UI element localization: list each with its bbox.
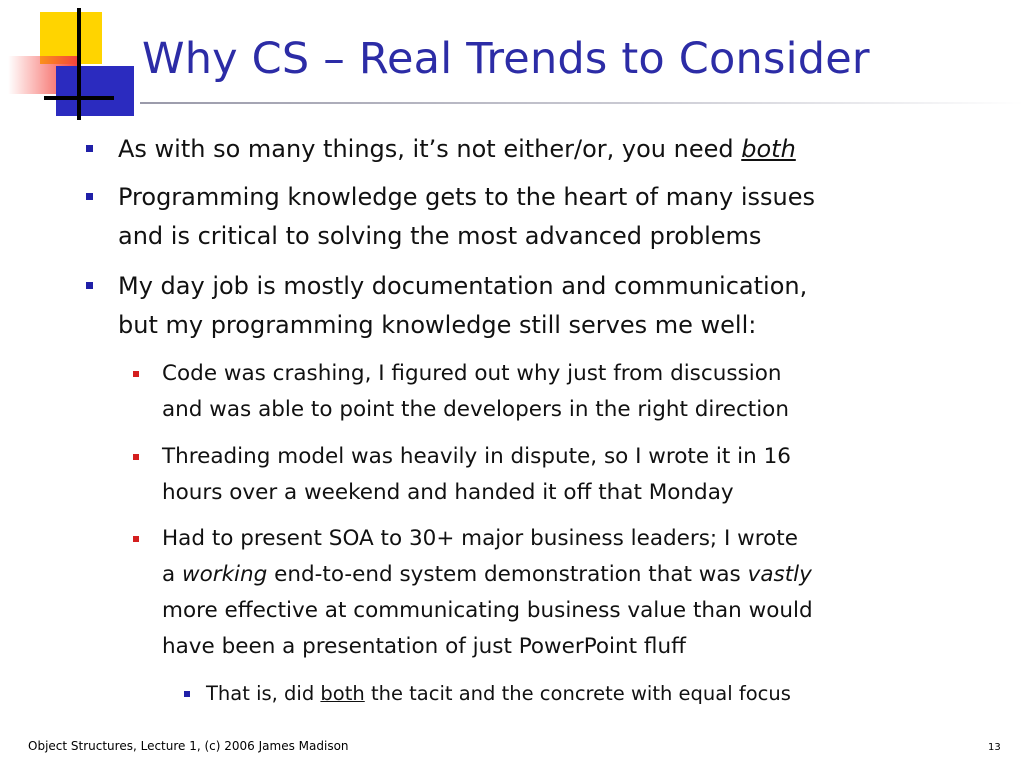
- sub-bullet-square-icon: [133, 454, 139, 460]
- bullet-text-line: and is critical to solving the most advanced problems: [118, 222, 762, 250]
- emphasis-text: both: [741, 135, 796, 163]
- underlined-text: both: [320, 682, 365, 705]
- bullet-item: [118, 267, 807, 345]
- sub-bullet-item: [162, 439, 791, 511]
- emphasis-text: working: [182, 562, 268, 587]
- bullet-text-line: and was able to point the developers in the right direction: [162, 397, 789, 422]
- bullet-text-line: have been a presentation of just PowerPoint fluff: [162, 634, 686, 659]
- bullet-square-icon: [86, 145, 93, 152]
- bullet-text-line: but my programming knowledge still serves me well:: [118, 311, 757, 339]
- bullet-text-line: Threading model was heavily in dispute, so I wrote it in 16: [162, 444, 791, 469]
- sub-bullet-item: [162, 356, 789, 428]
- bullet-text-line: a working end-to-end system demonstration that was vastly: [162, 562, 812, 587]
- sub-bullet-item: [162, 521, 813, 665]
- bullet-text-line: My day job is mostly documentation and communication,: [118, 272, 808, 300]
- sub-sub-bullet-item: That is, did both the tacit and the concrete with equal focus: [206, 678, 791, 710]
- title-divider: [140, 102, 1024, 104]
- bullet-item: [118, 178, 815, 256]
- bullet-text-line: Code was crashing, I figured out why just from discussion: [162, 361, 782, 386]
- emphasis-text: vastly: [747, 562, 812, 587]
- bullet-text-line: hours over a weekend and handed it off that Monday: [162, 480, 734, 505]
- bullet-text-line: more effective at communicating business value than would: [162, 598, 813, 623]
- logo-vertical-line: [77, 8, 81, 120]
- logo-horizontal-line: [44, 96, 114, 100]
- logo-blue-rectangle: [56, 66, 134, 116]
- bullet-text: As with so many things, it’s not either/or, you need: [118, 135, 742, 163]
- sub-sub-bullet-square-icon: [184, 691, 190, 697]
- slide-title: Why CS – Real Trends to Consider: [142, 34, 870, 84]
- bullet-text-line: Had to present SOA to 30+ major business leaders; I wrote: [162, 526, 798, 551]
- footer-text: Object Structures, Lecture 1, (c) 2006 James Madison: [28, 739, 349, 753]
- page-number: 13: [988, 742, 1001, 753]
- bullet-square-icon: [86, 193, 93, 200]
- decorative-logo: [0, 0, 140, 120]
- sub-bullet-square-icon: [133, 371, 139, 377]
- bullet-square-icon: [86, 282, 93, 289]
- bullet-text-line: Programming knowledge gets to the heart of many issues: [118, 183, 816, 211]
- sub-bullet-square-icon: [133, 536, 139, 542]
- bullet-item: [118, 130, 796, 169]
